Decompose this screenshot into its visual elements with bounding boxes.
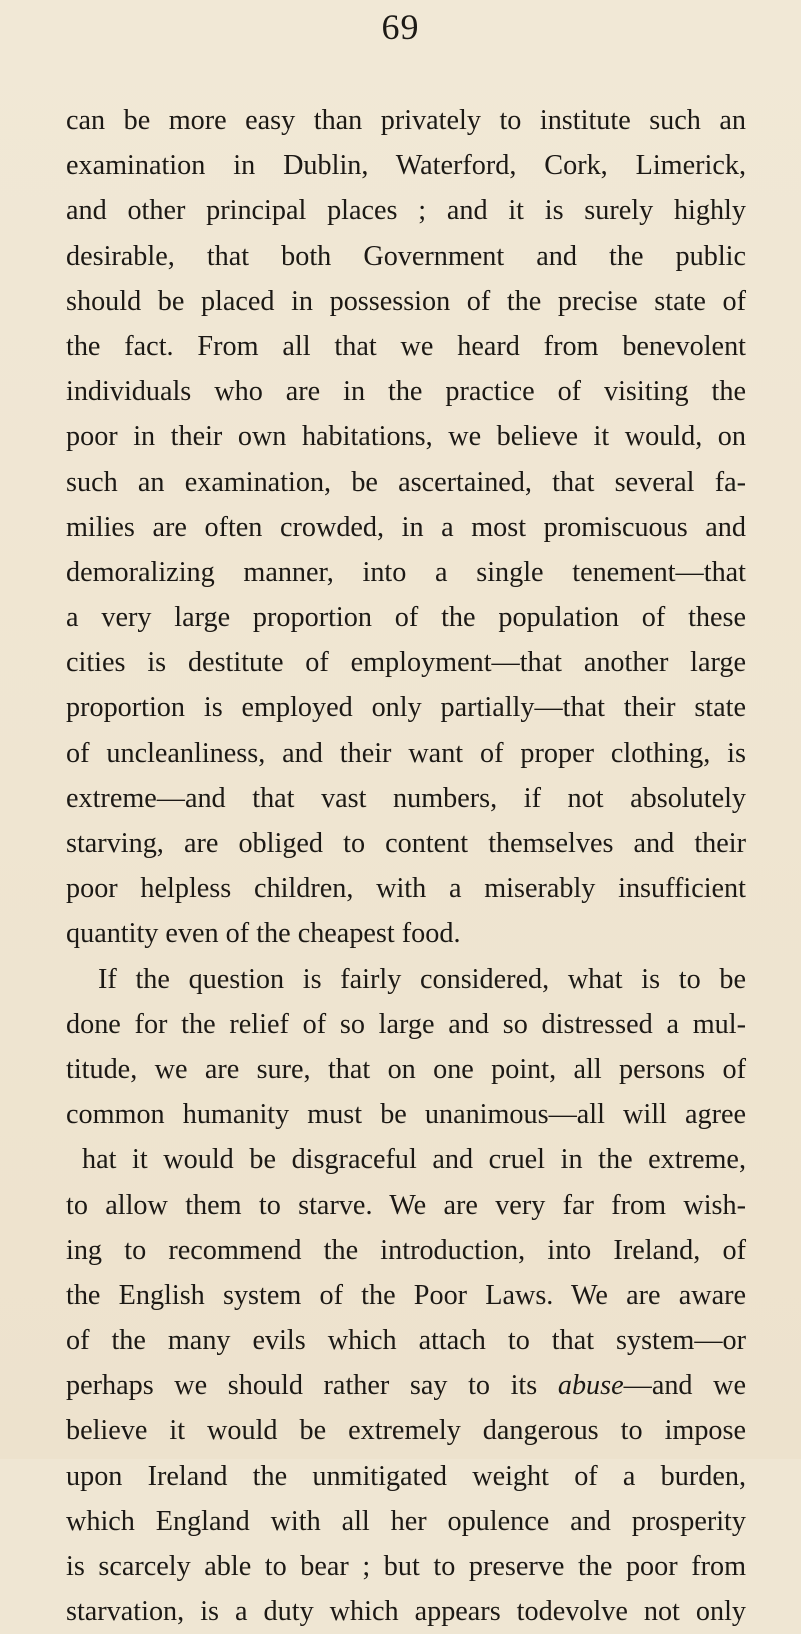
text-line: done for the relief of so large and so distressed a mul- [66, 1008, 746, 1040]
text-line: common humanity must be unanimous—all will agree [66, 1099, 746, 1131]
text-line: ing to recommend the introduction, into Ireland, of [66, 1234, 746, 1266]
text-line: which England with all her opulence and prosperity [66, 1505, 746, 1537]
text-line: titude, we are sure, that on one point, all persons of [66, 1053, 746, 1085]
text-line: starvation, is a duty which appears todevolve not only [66, 1596, 746, 1628]
text-line-paragraph-end: quantity even of the cheapest food. [66, 918, 461, 950]
text-line: to allow them to starve. We are very far from wish- [66, 1189, 746, 1221]
text-line: of uncleanliness, and their want of proper clothing, is [66, 737, 746, 769]
body-text [66, 98, 746, 1634]
text-line: the fact. From all that we heard from benevolent [66, 330, 746, 362]
text-line: examination in Dublin, Waterford, Cork, Limerick, [66, 150, 746, 182]
text-line: individuals who are in the practice of visiting the [66, 376, 746, 408]
text-line: can be more easy than privately to institute such an [66, 105, 746, 136]
text-line-paragraph-start: If the question is fairly considered, what is to be [98, 963, 746, 995]
text-line: desirable, that both Government and the public [66, 240, 746, 272]
italic-line-after: —and we [623, 1370, 746, 1402]
text-line: extreme—and that vast numbers, if not absolutely [66, 782, 746, 814]
text-line: the English system of the Poor Laws. We are aware [66, 1279, 746, 1311]
italic-line-before: perhaps we should rather say to its [66, 1370, 558, 1402]
text-line: a very large proportion of the population of these [66, 602, 746, 634]
text-line: should be placed in possession of the precise state of [66, 285, 746, 317]
text-line: poor in their own habitations, we believe it would, on [66, 421, 746, 453]
italic-emphasis: abuse [557, 1370, 624, 1402]
text-line: hat it would be disgraceful and cruel in the extreme, [82, 1144, 746, 1176]
page-number: 69 [381, 7, 420, 47]
text-line: poor helpless children, with a miserably insufficient [66, 873, 746, 905]
text-line: starving, are obliged to content themselves and their [66, 828, 746, 859]
text-line: believe it would be extremely dangerous to impose [66, 1415, 746, 1447]
text-line: milies are often crowded, in a most promiscuous and [66, 511, 746, 543]
text-line: of the many evils which attach to that system—or [66, 1325, 746, 1357]
text-line-with-italic [66, 1363, 746, 1408]
text-line: demoralizing manner, into a single tenement—that [66, 556, 746, 588]
text-line: and other principal places ; and it is surely highly [66, 195, 746, 227]
text-line: is scarcely able to bear ; but to preserve the poor from [66, 1551, 746, 1582]
text-line: upon Ireland the unmitigated weight of a burden, [66, 1460, 746, 1492]
text-line: such an examination, be ascertained, that several fa- [66, 466, 746, 498]
text-line: proportion is employed only partially—that their state [66, 692, 746, 724]
text-line: cities is destitute of employment—that another large [66, 647, 746, 679]
